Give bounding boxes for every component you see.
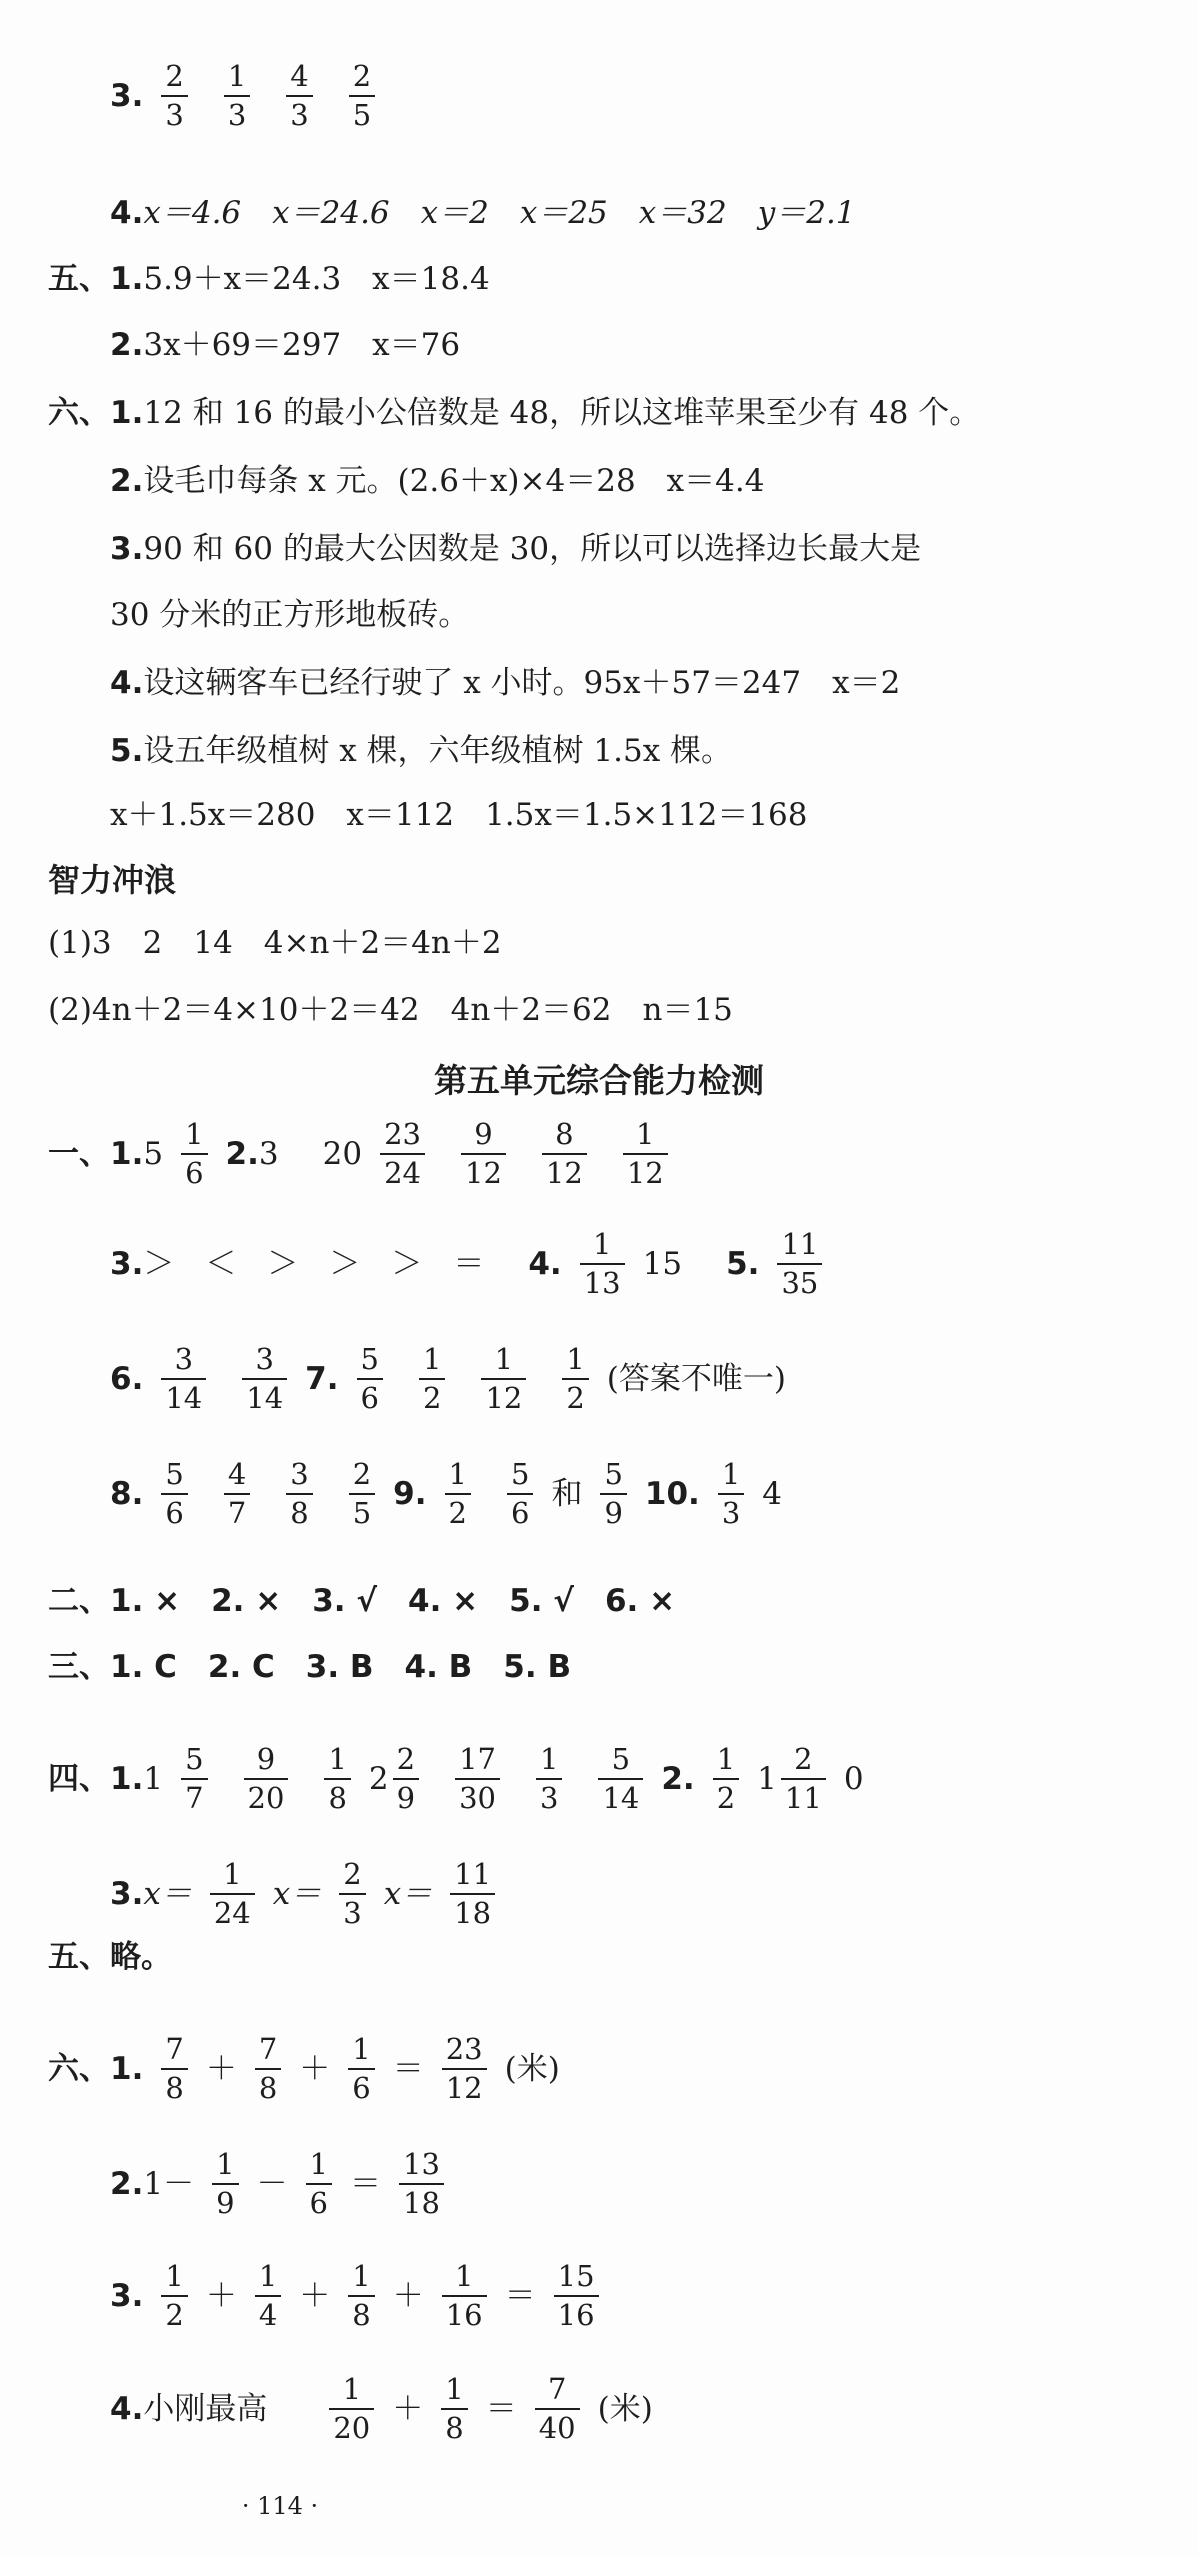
numerator: 1: [223, 1857, 242, 1891]
fraction: [380, 1117, 425, 1190]
fraction: [348, 2259, 374, 2332]
item-label: 8.: [110, 1475, 144, 1512]
item-label: 10.: [644, 1475, 700, 1512]
answer-text: 90 和 60 的最大公因数是 30，所以可以选择边长最大是: [143, 531, 922, 567]
numerator: 7: [258, 2032, 278, 2066]
fraction: [255, 2032, 281, 2105]
fraction: [242, 1342, 287, 1415]
fraction: [713, 1742, 739, 1815]
item-label: 2.: [661, 1760, 695, 1797]
test-2: [48, 1583, 676, 1619]
denominator: 8: [161, 2068, 187, 2103]
numerator: 2: [352, 59, 372, 93]
numerator: 1: [352, 2259, 371, 2293]
denominator: 3: [536, 1778, 562, 1813]
numerator: 5: [165, 1457, 184, 1491]
numerator: 11: [454, 1857, 492, 1891]
denominator: 3: [161, 95, 187, 130]
test-3: [48, 1649, 572, 1685]
item-label: 6.: [110, 1360, 144, 1397]
numerator: 5: [611, 1742, 631, 1776]
numerator: 1: [592, 1227, 612, 1261]
numerator: 1: [352, 2032, 371, 2066]
numerator: 3: [174, 1342, 194, 1376]
answer-text: 1: [143, 2165, 164, 2202]
denominator: 16: [442, 2295, 487, 2330]
item-label: 四、1.: [48, 1760, 144, 1797]
fraction: [224, 1457, 250, 1530]
item-label: 3.: [110, 77, 144, 114]
numerator: 3: [290, 1457, 309, 1491]
item-label: 4.: [110, 2390, 144, 2427]
denominator: 3: [224, 95, 250, 130]
numerator: 15: [557, 2259, 595, 2293]
fraction: [339, 1857, 365, 1930]
fraction: [161, 2032, 187, 2105]
answer-text: 5: [143, 1135, 164, 1172]
test-1-line2: [110, 1227, 840, 1300]
fraction: [210, 1857, 255, 1930]
fraction: [450, 1857, 495, 1930]
fraction: [442, 2259, 487, 2332]
numerator: 1: [165, 2259, 184, 2293]
fraction: [419, 1342, 445, 1415]
test-5: [48, 1939, 172, 1975]
item-label: 4.: [110, 195, 144, 231]
operator: ＋: [299, 2050, 331, 2087]
fraction: [212, 2147, 238, 2220]
fraction: [349, 1457, 375, 1530]
denominator: 3: [718, 1493, 744, 1528]
numerator: 1: [185, 1117, 204, 1151]
test-6-3: [110, 2259, 617, 2332]
fraction: [781, 1742, 826, 1815]
numerator: 13: [403, 2147, 440, 2181]
answer-text: 1: [143, 1760, 164, 1797]
denominator: 4: [255, 2295, 281, 2330]
answer-text: 设毛巾每条 x 元。(2.6＋x)×4＝28 x＝4.4: [143, 463, 765, 499]
numerator: 1: [494, 1342, 514, 1376]
denominator: 7: [181, 1778, 207, 1813]
denominator: 6: [507, 1493, 533, 1528]
operator: ＝: [504, 2277, 536, 2314]
denominator: 2: [419, 1378, 445, 1413]
item-6-5-cont: [110, 797, 808, 833]
denominator: 9: [600, 1493, 626, 1528]
numerator: 5: [185, 1742, 204, 1776]
fraction: [777, 1227, 822, 1300]
item-6-4: [110, 665, 901, 701]
fraction: [442, 2032, 487, 2105]
fraction: [542, 1117, 587, 1190]
numerator: 1: [422, 1342, 442, 1376]
denominator: 6: [161, 1493, 187, 1528]
item-label: 5.: [726, 1245, 760, 1282]
mixed-whole: 2: [368, 1760, 389, 1797]
numerator: 23: [445, 2032, 483, 2066]
operator: ＝: [350, 2165, 381, 2202]
operator: ＋: [205, 2050, 237, 2087]
bonus-2: [48, 992, 733, 1028]
numerator: 23: [384, 1117, 421, 1151]
numerator: 2: [352, 1457, 372, 1491]
item-label: 4.: [528, 1245, 562, 1282]
answer-text: 3: [258, 1135, 279, 1172]
bonus-1: [48, 925, 502, 961]
denominator: 20: [329, 2408, 374, 2443]
denominator: 3: [339, 1893, 365, 1928]
item-6-2: [110, 463, 765, 499]
numerator: 1: [342, 2372, 362, 2406]
denominator: 13: [580, 1263, 625, 1298]
denominator: 18: [450, 1893, 495, 1928]
fraction: [181, 1117, 207, 1190]
fraction: [255, 2259, 281, 2332]
fraction: [580, 1227, 625, 1300]
operator: ＝: [392, 2050, 424, 2087]
answer-text: 30 分米的正方形地板砖。: [110, 597, 470, 633]
unit: (米): [597, 2390, 653, 2427]
denominator: 6: [306, 2183, 332, 2218]
denominator: 12: [542, 1153, 587, 1188]
fraction: [393, 1742, 419, 1815]
item-label: 一、1.: [48, 1135, 144, 1172]
item-label: 5.: [110, 733, 144, 769]
numerator: 1: [309, 2147, 328, 2181]
fraction: [161, 2259, 187, 2332]
fraction: [329, 2372, 374, 2445]
numerator: 3: [255, 1342, 274, 1376]
answer-text: 设这辆客车已经行驶了 x 小时。95x＋57＝247 x＝2: [143, 665, 901, 701]
fraction: [286, 1457, 312, 1530]
numerator: 2: [343, 1857, 362, 1891]
item-label: 2.: [110, 327, 144, 363]
fraction: [554, 2259, 599, 2332]
mixed-whole: 1: [757, 1760, 777, 1797]
test-1-line3: [110, 1342, 786, 1415]
item-5-1: [48, 261, 490, 297]
denominator: 11: [781, 1778, 826, 1813]
item-label: 2.: [110, 2165, 144, 2202]
denominator: 2: [161, 2295, 187, 2330]
numerator: 1: [258, 2259, 278, 2293]
numerator: 1: [716, 1742, 736, 1776]
answer-text: 0: [843, 1760, 864, 1797]
operator: ＋: [392, 2277, 424, 2314]
denominator: 6: [348, 2068, 374, 2103]
fraction: [348, 2032, 374, 2105]
answer-text: 二、1. × 2. × 3. √ 4. × 5. √ 6. ×: [48, 1583, 676, 1619]
answer-text: x＝: [272, 1875, 322, 1912]
denominator: 8: [441, 2408, 467, 2443]
fraction: [461, 1117, 506, 1190]
fraction: [623, 1117, 668, 1190]
fraction: [445, 1457, 471, 1530]
denominator: 6: [357, 1378, 383, 1413]
answer-note: (答案不唯一): [606, 1360, 786, 1397]
operator: －: [163, 2165, 195, 2202]
denominator: 24: [210, 1893, 255, 1928]
answer-text: (1)3 2 14 4×n＋2＝4n＋2: [48, 925, 502, 961]
answer-text: ＞ ＜ ＞ ＞ ＞ ＝: [143, 1245, 485, 1282]
fraction: [562, 1342, 588, 1415]
answer-text: (2)4n＋2＝4×10＋2＝42 4n＋2＝62 n＝15: [48, 992, 733, 1028]
numerator: 9: [474, 1117, 493, 1151]
fraction: [455, 1742, 500, 1815]
section-heading: 智力冲浪: [48, 861, 177, 899]
fraction: [600, 1457, 626, 1530]
denominator: 40: [535, 2408, 580, 2443]
fraction: [481, 1342, 526, 1415]
numerator: 1: [721, 1457, 741, 1491]
numerator: 9: [256, 1742, 276, 1776]
numerator: 8: [555, 1117, 574, 1151]
denominator: 3: [286, 95, 312, 130]
numerator: 1: [227, 59, 247, 93]
denominator: 2: [445, 1493, 471, 1528]
denominator: 12: [481, 1378, 526, 1413]
numerator: 7: [165, 2032, 184, 2066]
test-4-line1: [48, 1742, 864, 1815]
item-label: 4.: [110, 665, 144, 701]
denominator: 2: [713, 1778, 739, 1813]
fraction: [244, 1742, 289, 1815]
fraction: [535, 2372, 580, 2445]
numerator: 1: [216, 2147, 235, 2181]
denominator: 2: [562, 1378, 588, 1413]
denominator: 8: [255, 2068, 281, 2103]
answer-text: 5.9＋x＝24.3 x＝18.4: [143, 261, 490, 297]
item-5-2: [110, 327, 461, 363]
denominator: 35: [777, 1263, 822, 1298]
numerator: 2: [794, 1742, 813, 1776]
fraction: [324, 1742, 350, 1815]
answer-text: x＝: [143, 1875, 192, 1912]
operator: ＋: [392, 2390, 424, 2427]
fraction: [441, 2372, 467, 2445]
answer-text: 12 和 16 的最小公倍数是 48，所以这堆苹果至少有 48 个。: [143, 395, 981, 431]
operator: ＋: [299, 2277, 331, 2314]
item-label: 2.: [110, 463, 144, 499]
numerator: 5: [360, 1342, 379, 1376]
answer-text: 3x＋69＝297 x＝76: [143, 327, 461, 363]
item-label: 3.: [110, 2277, 144, 2314]
item-4-3: [110, 59, 393, 132]
denominator: 9: [212, 2183, 238, 2218]
denominator: 8: [286, 1493, 312, 1528]
denominator: 12: [623, 1153, 668, 1188]
operator: ＋: [205, 2277, 237, 2314]
answer-text: 4: [762, 1475, 782, 1512]
item-label: 六、1.: [48, 2050, 144, 2087]
test-6-4: [110, 2372, 653, 2445]
numerator: 1: [448, 1457, 467, 1491]
page-number: · 114 ·: [241, 2492, 319, 2520]
item-6-3: [110, 531, 922, 567]
denominator: 14: [161, 1378, 206, 1413]
answer-text: x＝4.6 x＝24.6 x＝2 x＝25 x＝32 y＝2.1: [143, 195, 856, 231]
fraction: [224, 59, 250, 132]
denominator: 8: [348, 2295, 374, 2330]
numerator: 5: [604, 1457, 623, 1491]
fraction: [598, 1742, 643, 1815]
fraction: [507, 1457, 533, 1530]
numerator: 2: [396, 1742, 416, 1776]
item-4-4: [110, 195, 856, 231]
item-label: 9.: [393, 1475, 427, 1512]
denominator: 18: [399, 2183, 444, 2218]
fraction: [536, 1742, 562, 1815]
item-label: 五、1.: [48, 261, 144, 297]
fraction: [286, 59, 312, 132]
answer-text: 15: [642, 1245, 683, 1282]
answer-text: 三、1. C 2. C 3. B 4. B 5. B: [48, 1649, 572, 1685]
answer-text: 设五年级植树 x 棵，六年级植树 1.5x 棵。: [143, 733, 733, 769]
numerator: 11: [781, 1227, 819, 1261]
answer-text: x＋1.5x＝280 x＝112 1.5x＝1.5×112＝168: [110, 797, 808, 833]
test-1-line4: [110, 1457, 782, 1530]
numerator: 1: [454, 2259, 474, 2293]
answer-text: 五、略。: [48, 1939, 172, 1975]
item-6-5: [110, 733, 733, 769]
numerator: 1: [636, 1117, 655, 1151]
fraction: [161, 1342, 206, 1415]
numerator: 17: [459, 1742, 496, 1776]
denominator: 24: [380, 1153, 425, 1188]
denominator: 12: [461, 1153, 506, 1188]
numerator: 1: [328, 1742, 347, 1776]
answer-text: 小刚最高: [143, 2390, 268, 2427]
unit: (米): [504, 2050, 560, 2087]
denominator: 6: [181, 1153, 207, 1188]
item-label: 3.: [110, 1245, 144, 1282]
answer-text: 20: [322, 1135, 363, 1172]
test-6-1: [48, 2032, 560, 2105]
test-title: 第五单元综合能力检测: [434, 1061, 764, 1100]
answer-text: 和: [551, 1475, 583, 1512]
denominator: 12: [442, 2068, 487, 2103]
item-label: 3.: [110, 531, 144, 567]
denominator: 14: [242, 1378, 287, 1413]
denominator: 30: [455, 1778, 500, 1813]
denominator: 7: [224, 1493, 250, 1528]
fraction: [357, 1342, 383, 1415]
numerator: 1: [445, 2372, 464, 2406]
denominator: 9: [393, 1778, 419, 1813]
fraction: [718, 1457, 744, 1530]
denominator: 5: [349, 95, 375, 130]
test-4-line2: [110, 1857, 513, 1930]
fraction: [306, 2147, 332, 2220]
denominator: 14: [598, 1778, 643, 1813]
numerator: 4: [227, 1457, 247, 1491]
numerator: 7: [547, 2372, 567, 2406]
numerator: 2: [165, 59, 184, 93]
denominator: 5: [349, 1493, 375, 1528]
numerator: 4: [290, 59, 309, 93]
numerator: 5: [510, 1457, 530, 1491]
item-6-3-cont: [110, 597, 470, 633]
answer-text: x＝: [383, 1875, 433, 1912]
operator: －: [256, 2165, 288, 2202]
item-6-1: [48, 395, 981, 431]
numerator: 1: [540, 1742, 559, 1776]
item-label: 3.: [110, 1875, 144, 1912]
fraction: [161, 1457, 187, 1530]
operator: ＝: [485, 2390, 517, 2427]
fraction: [161, 59, 187, 132]
denominator: 20: [244, 1778, 289, 1813]
item-label: 六、1.: [48, 395, 144, 431]
denominator: 8: [324, 1778, 350, 1813]
test-1-line1: [48, 1117, 686, 1190]
denominator: 16: [554, 2295, 599, 2330]
numerator: 1: [566, 1342, 585, 1376]
fraction: [181, 1742, 207, 1815]
item-label: 2.: [225, 1135, 259, 1172]
test-6-2: [110, 2147, 462, 2220]
item-label: 7.: [305, 1360, 339, 1397]
fraction: [349, 59, 375, 132]
fraction: [399, 2147, 444, 2220]
